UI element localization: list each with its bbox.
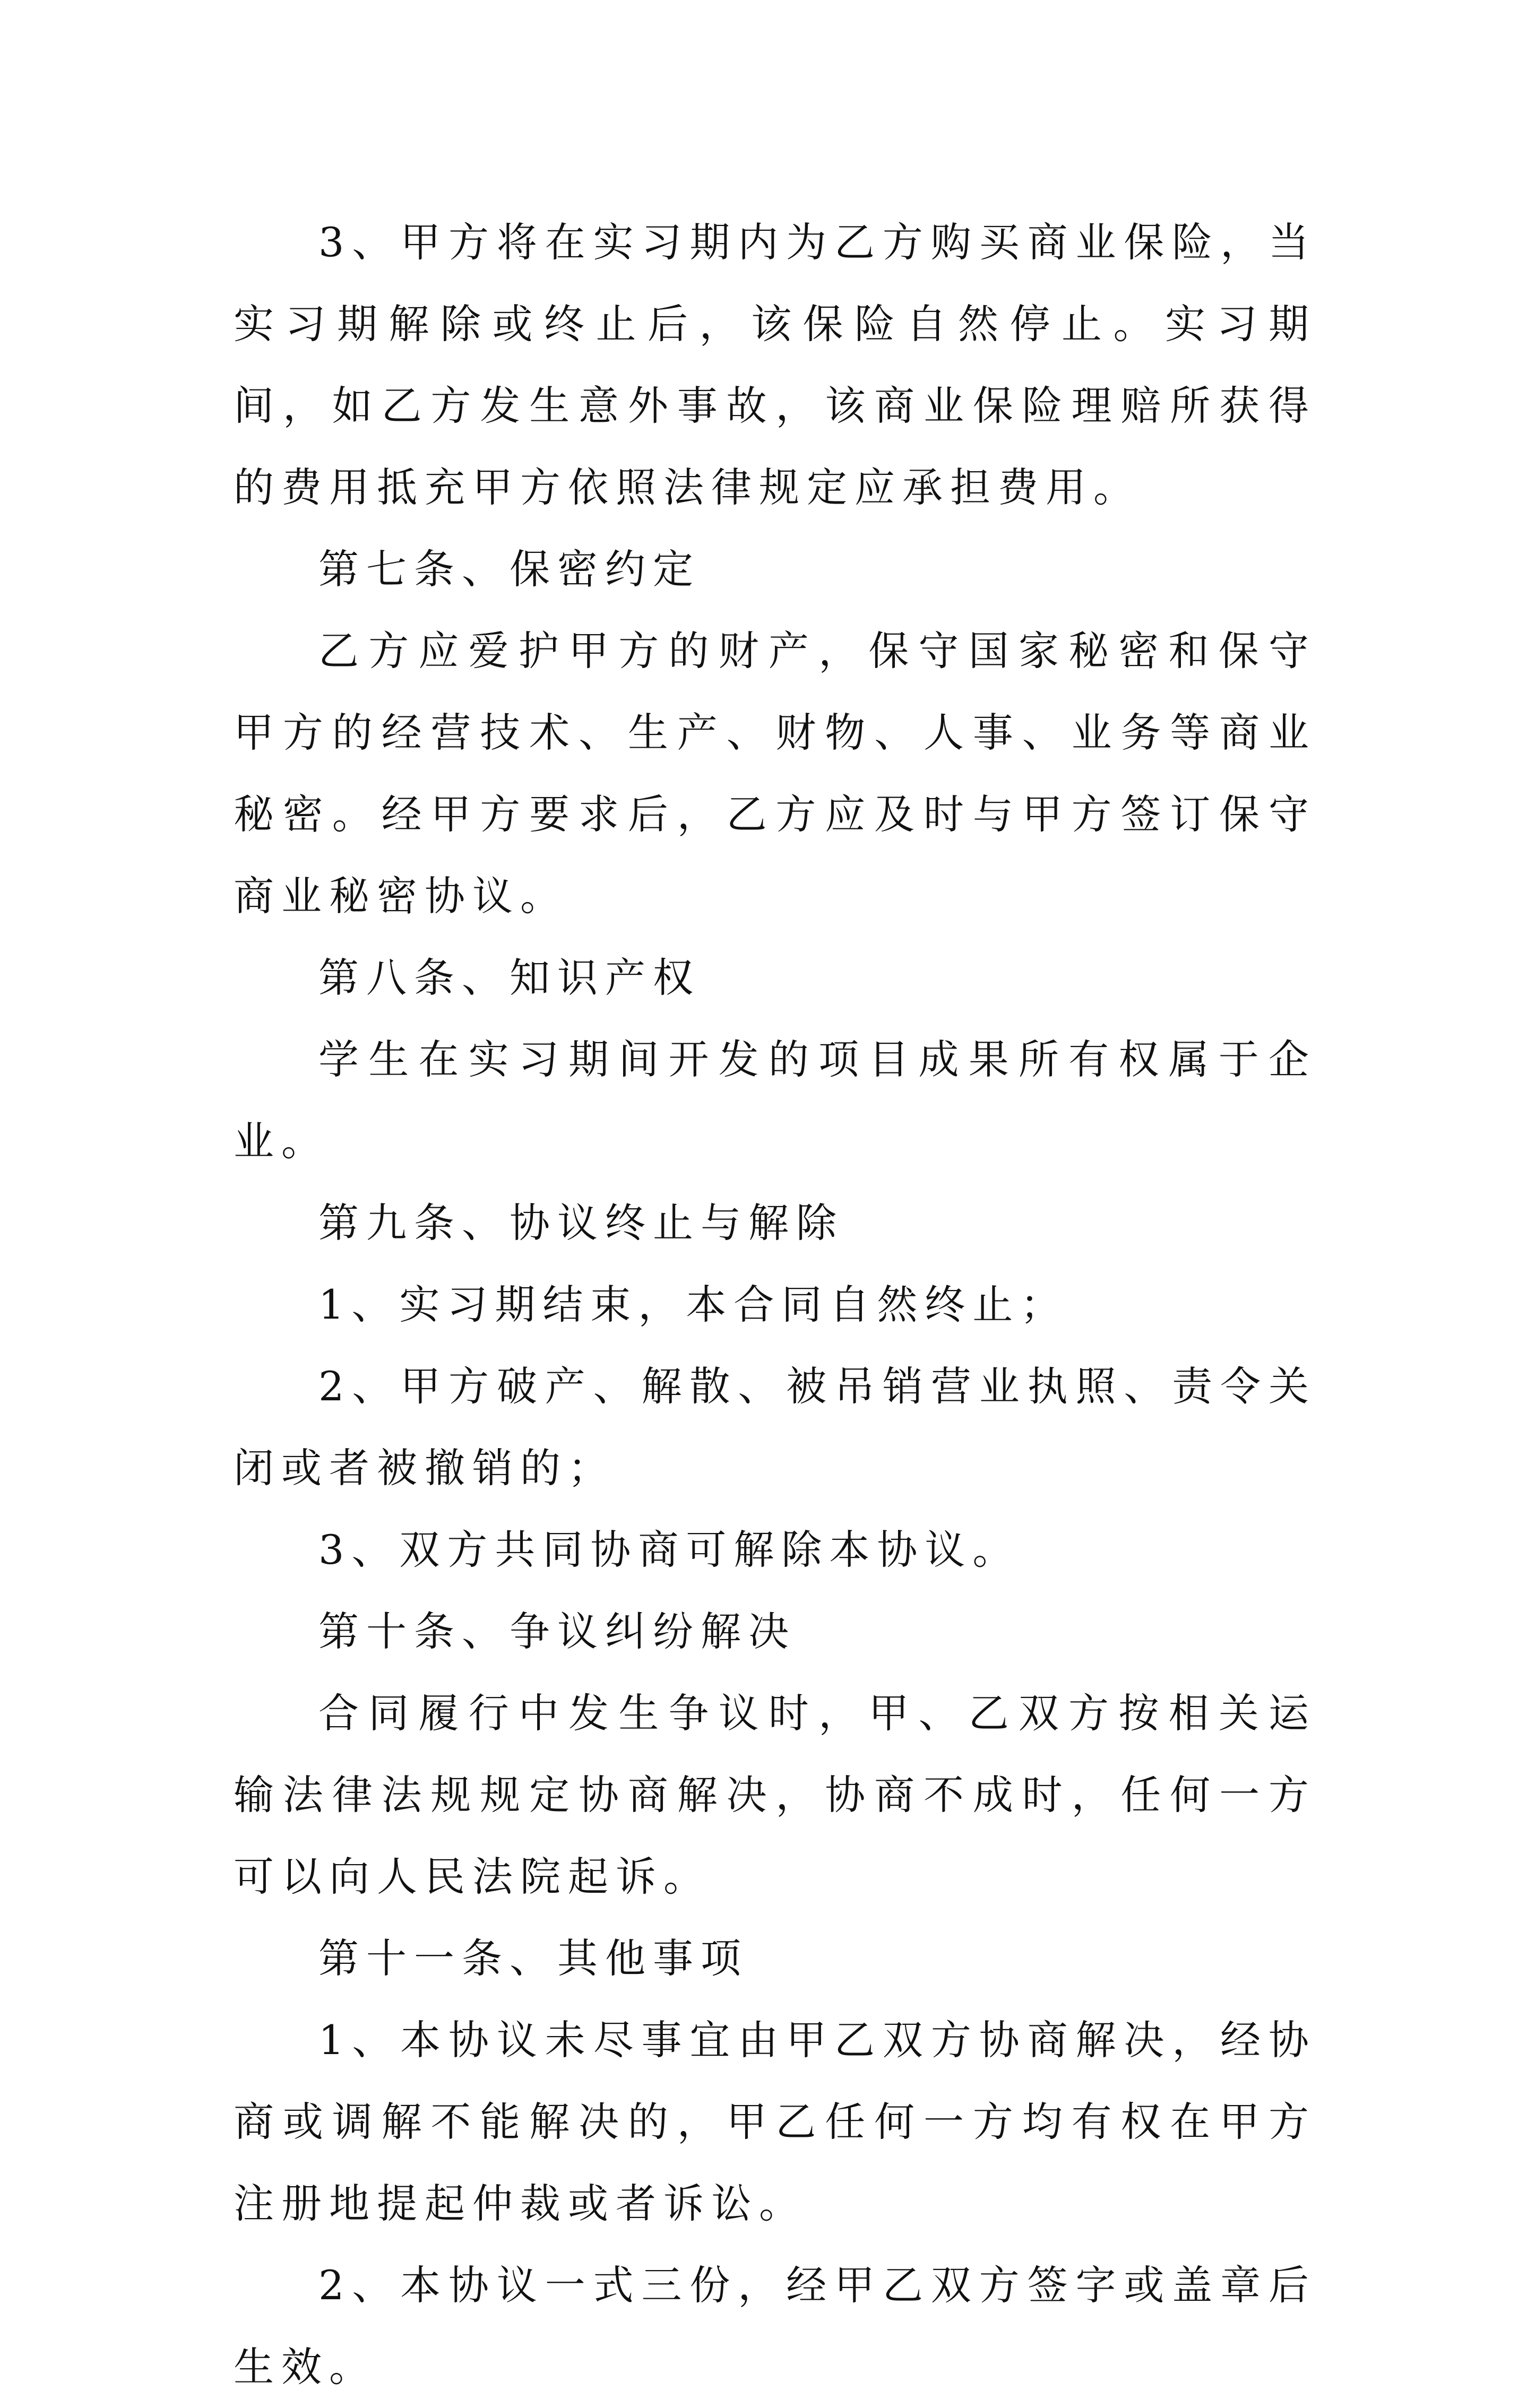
clause-paragraph: 2、本协议一式三份，经甲乙双方签字或盖章后生效。 [234, 2262, 1316, 2390]
clause-paragraph: 3、双方共同协商可解除本协议。 [318, 1526, 1021, 1573]
article-heading: 第八条、知识产权 [318, 954, 701, 1001]
article-heading: 第七条、保密约定 [318, 545, 701, 593]
clause-paragraph: 3、甲方将在实习期内为乙方购买商业保险，当实习期解除或终止后，该保险自然停止。实习期间，如乙方发生意外事故，该商业保险理赔所获得的费用抵充甲方依照法律规定应承担费用。 [234, 219, 1316, 511]
clause-paragraph: 学生在实习期间开发的项目成果所有权属于企业。 [234, 1036, 1316, 1165]
article-heading: 第十条、争议纠纷解决 [318, 1608, 796, 1655]
article-heading: 第九条、协议终止与解除 [318, 1199, 844, 1246]
clause-paragraph: 合同履行中发生争议时，甲、乙双方按相关运输法律法规规定协商解决，协商不成时，任何一方可以向人民法院起诉。 [234, 1690, 1316, 1900]
clause-paragraph: 乙方应爱护甲方的财产，保守国家秘密和保守甲方的经营技术、生产、财物、人事、业务等商业秘密。经甲方要求后，乙方应及时与甲方签订保守商业秘密协议。 [234, 627, 1316, 920]
clause-paragraph: 1、实习期结束，本合同自然终止； [318, 1281, 1068, 1328]
article-heading: 第十一条、其他事项 [318, 1935, 748, 1982]
clause-paragraph: 1、本协议未尽事宜由甲乙双方协商解决，经协商或调解不能解决的，甲乙任何一方均有权在甲方注册地提起仲裁或者诉讼。 [234, 2016, 1316, 2227]
document-body [234, 202, 1316, 2408]
clause-paragraph: 2、甲方破产、解散、被吊销营业执照、责令关闭或者被撤销的； [234, 1363, 1316, 1492]
